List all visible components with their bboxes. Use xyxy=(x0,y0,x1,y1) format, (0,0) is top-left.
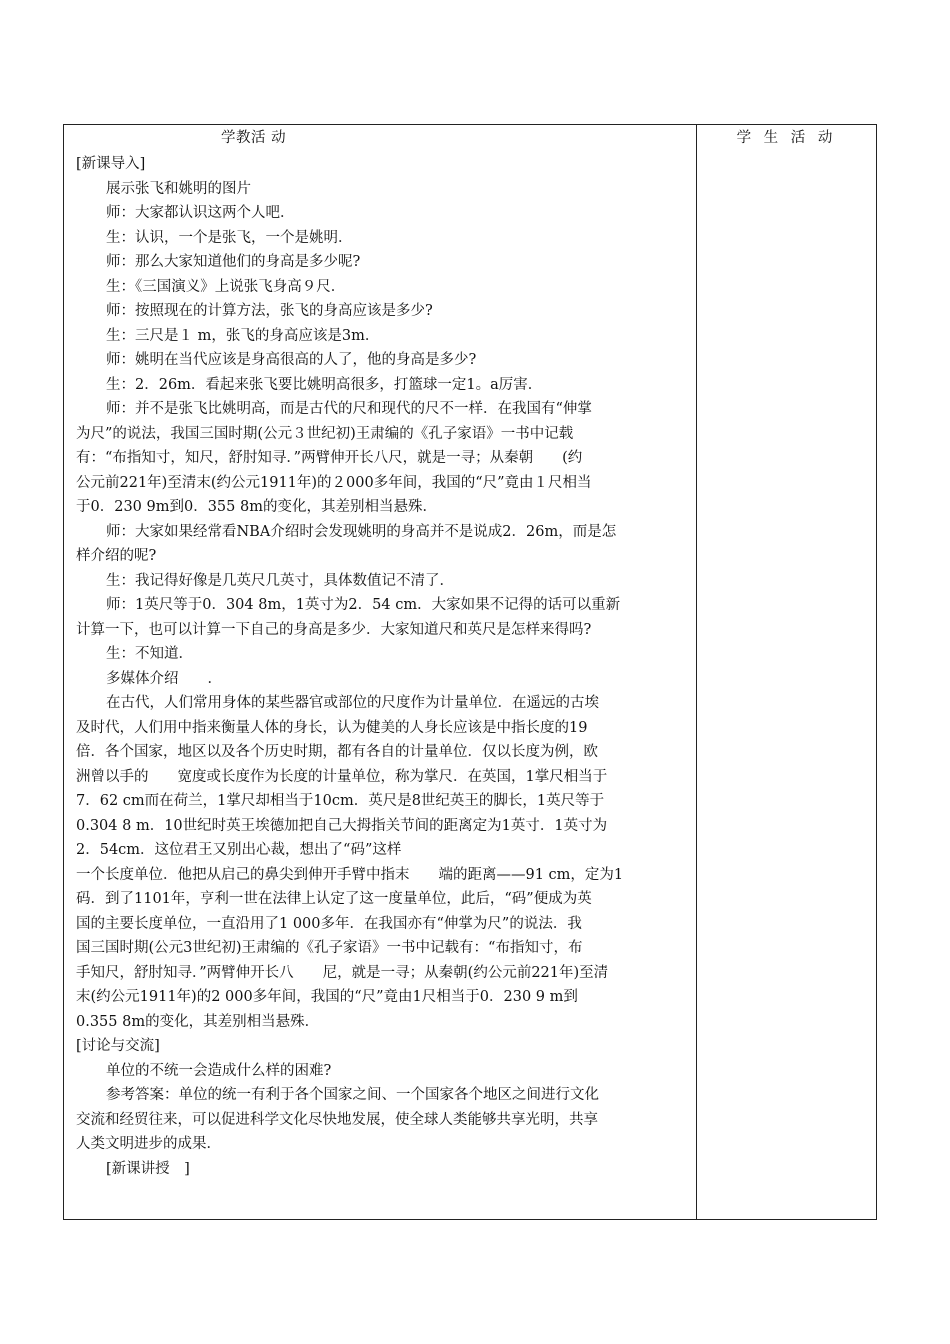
lesson-plan-table xyxy=(63,124,877,1220)
text-line: 手知尺，舒肘知寻．”两臂伸开长八 尼，就是一寻；从秦朝(约公元前221年)至清 xyxy=(76,964,609,981)
text-line: 单位的不统一会造成什么样的困难? xyxy=(106,1062,332,1079)
text-line: 交流和经贸往来，可以促进科学文化尽快地发展，使全球人类能够共享光明，共享 xyxy=(76,1111,598,1128)
text-line: 在古代，人们常用身体的某些器官或部位的尺度作为计量单位．在遥远的古埃 xyxy=(106,695,599,711)
text-line: 国三国时期(公元3世纪初)王肃编的《孔子家语》一书中记载有：“布指知寸，布 xyxy=(76,940,583,956)
text-line: 7．62 cm而在荷兰，1掌尺却相当于10cm．英尺是8世纪英王的脚长，1英尺等于 xyxy=(76,793,605,809)
text-line: 及时代，人们用中指来衡量人体的身长，认为健美的人身长应该是中指长度的19 xyxy=(76,719,588,736)
text-line: 公元前221年)至清末(约公元1911年)的２000多年间，我国的“尺”竟由１尺相当 xyxy=(76,474,592,491)
teacher-activity-header: 学教活 动 xyxy=(221,130,287,146)
text-line: 码．到了1101年，亨利一世在法律上认定了这一度量单位，此后，“码”便成为英 xyxy=(76,891,592,907)
text-line: 师：大家都认识这两个人吧． xyxy=(106,205,295,221)
text-line: 生：《三国演义》上说张飞身高９尺． xyxy=(106,278,346,295)
text-line: 一个长度单位．他把从启己的鼻尖到伸开手臂中指末 端的距离——91 cm，定为1 xyxy=(76,866,624,883)
teacher-activity-body xyxy=(76,152,688,1181)
text-line: 洲曾以手的 宽度或长度作为长度的计量单位，称为掌尺．在英国，1掌尺相当于 xyxy=(76,768,608,785)
text-line: 师：并不是张飞比姚明高，而是古代的尺和现代的尺不一样．在我国有“伸掌 xyxy=(106,401,592,417)
text-line: 师：1英尺等于0．304 8m，1英寸为2．54 cm．大家如果不记得的话可以重新 xyxy=(106,597,621,613)
student-activity-column xyxy=(697,125,876,1219)
text-line: 师：大家如果经常看NBA介绍时会发现姚明的身高并不是说成2．26m，而是怎 xyxy=(106,523,617,540)
text-line: 样介绍的呢? xyxy=(76,548,157,564)
text-line: 为尺”的说法，我国三国时期(公元３世纪初)王肃编的《孔子家语》一书中记载 xyxy=(76,425,574,442)
text-line: 人类文明进步的成果． xyxy=(76,1136,221,1152)
text-line: 0.355 8m的变化，其差别相当悬殊． xyxy=(76,1013,320,1030)
text-line: 生：不知道． xyxy=(106,646,193,662)
text-line: 参考答案：单位的统一有利于各个国家之间、一个国家各个地区之间进行文化 xyxy=(106,1087,599,1103)
text-line: 师：那么大家知道他们的身高是多少呢? xyxy=(106,254,361,270)
text-line: 师：姚明在当代应该是身高很高的人了，他的身高是多少? xyxy=(106,352,477,368)
text-line: 倍．各个国家，地区以及各个历史时期，都有各自的计量单位．仅以长度为例，欧 xyxy=(76,744,598,760)
text-line: 生：三尺是１ m，张飞的身高应该是3m． xyxy=(106,327,380,344)
text-line: 生：我记得好像是几英尺几英寸，具体数值记不清了． xyxy=(106,572,454,589)
text-line: 多媒体介绍 ． xyxy=(106,670,222,687)
text-line: 生：认识，一个是张飞，一个是姚明． xyxy=(106,229,353,246)
text-line: 展示张飞和姚明的图片 xyxy=(106,180,251,197)
text-line: 0.304 8 m．10世纪时英王埃德加把自己大拇指关节间的距离定为1英寸．1英寸为 xyxy=(76,817,608,834)
text-line: [新课讲授 ] xyxy=(106,1160,190,1177)
teacher-activity-column xyxy=(64,125,696,1219)
text-line: 有：“布指知寸，知尺，舒肘知寻．”两臂伸开长八尺，就是一寻；从秦朝 (约 xyxy=(76,450,583,466)
text-line: 师：按照现在的计算方法，张飞的身高应该是多少? xyxy=(106,303,433,319)
student-activity-header: 学 生 活 动 xyxy=(736,130,837,146)
text-line: [讨论与交流] xyxy=(76,1038,160,1054)
text-line: 国的主要长度单位，一直沿用了1 000多年．在我国亦有“伸掌为尺”的说法．我 xyxy=(76,915,582,932)
text-line: 生：2．26m．看起来张飞要比姚明高很多，打篮球一定1。a厉害． xyxy=(106,376,543,393)
text-line: 末(约公元1911年)的2 000多年间，我国的“尺”竟由1尺相当于0．230 9 m到 xyxy=(76,989,578,1005)
text-line: [新课导入] xyxy=(76,156,146,172)
text-line: 2．54cm．这位君王又别出心裁，想出了“码”这样 xyxy=(76,842,402,858)
text-line: 计算一下，也可以计算一下自己的身高是多少．大家知道尺和英尺是怎样来得吗? xyxy=(76,621,592,638)
text-line: 于0．230 9m到0．355 8m的变化，其差别相当悬殊． xyxy=(76,499,437,515)
